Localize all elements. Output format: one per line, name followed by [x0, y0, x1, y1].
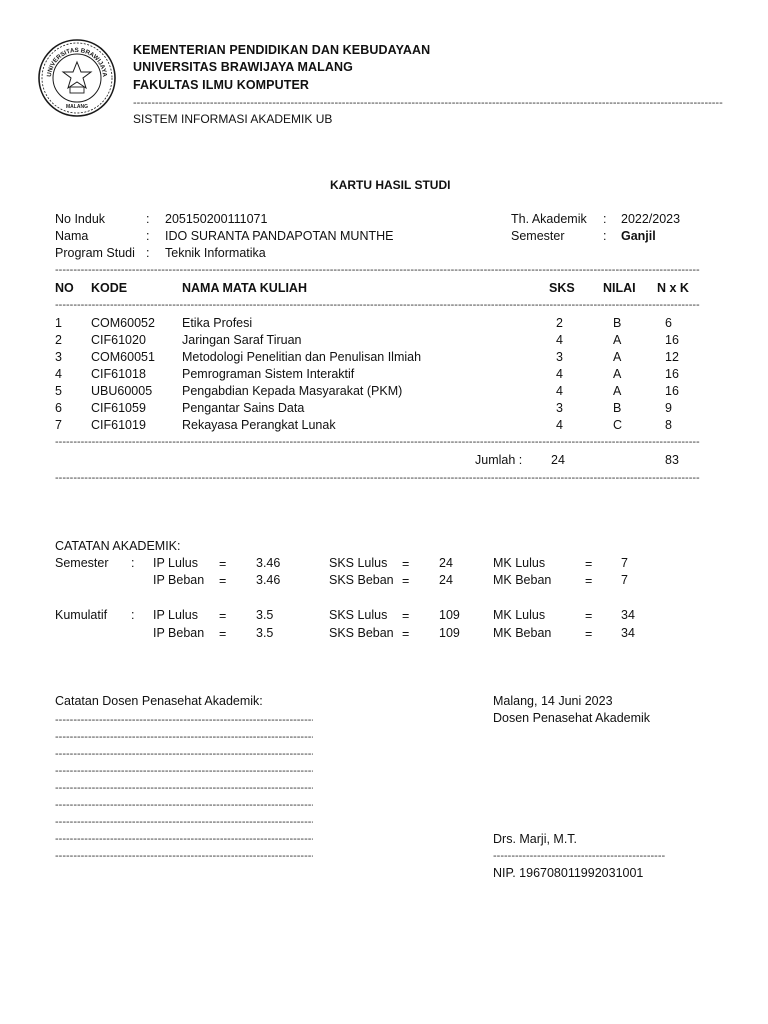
dosen-title: Dosen Penasehat Akademik [493, 711, 651, 725]
equals: = [219, 574, 227, 588]
row-sks: 4 [556, 418, 563, 432]
row-nama: Pengantar Sains Data [182, 401, 305, 415]
colon: : [146, 229, 150, 243]
equals: = [585, 627, 593, 641]
equals: = [402, 574, 410, 588]
row-sks: 3 [556, 401, 563, 415]
row-kode: UBU60005 [91, 384, 153, 398]
colon: : [146, 246, 150, 260]
university-seal-logo [37, 38, 117, 118]
no-induk-value: 205150200111071 [165, 212, 268, 226]
university-name: UNIVERSITAS BRAWIJAYA MALANG [133, 60, 353, 74]
logo-bottom-text: MALANG [66, 104, 88, 110]
row-no: 1 [55, 316, 62, 330]
note-line [55, 731, 313, 743]
note-line [55, 748, 313, 760]
row-nama: Metodologi Penelitian dan Penulisan Ilmiah [182, 350, 422, 364]
row-sks: 4 [556, 333, 563, 347]
colon: : [131, 608, 135, 622]
equals: = [585, 609, 593, 623]
faculty-name: FAKULTAS ILMU KOMPUTER [133, 78, 310, 92]
colon: : [146, 212, 150, 226]
mk-lulus-label: MK Lulus [493, 608, 546, 622]
sem-mk-lulus: 7 [621, 556, 628, 570]
equals: = [402, 609, 410, 623]
prodi-value: Teknik Informatika [165, 246, 266, 260]
row-nilai: B [613, 316, 622, 330]
note-line [55, 714, 313, 726]
kum-ip-beban: 3.5 [256, 626, 274, 640]
row-nama: Pengabdian Kepada Masyarakat (PKM) [182, 384, 403, 398]
note-line [55, 799, 313, 811]
row-kode: COM60052 [91, 316, 155, 330]
semester-block-label: Semester [55, 556, 109, 570]
row-nilai: A [613, 384, 622, 398]
th-akademik-value: 2022/2023 [621, 212, 681, 226]
system-name: SISTEM INFORMASI AKADEMIK UB [133, 112, 333, 126]
mk-beban-label: MK Beban [493, 573, 552, 587]
col-nama-header: NAMA MATA KULIAH [182, 281, 307, 295]
semester-value: Ganjil [621, 229, 656, 243]
row-nxk: 6 [665, 316, 672, 330]
row-no: 6 [55, 401, 62, 415]
row-no: 4 [55, 367, 62, 381]
row-kode: CIF61018 [91, 367, 146, 381]
equals: = [219, 627, 227, 641]
row-no: 2 [55, 333, 62, 347]
sem-sks-beban: 24 [439, 573, 453, 587]
sks-beban-label: SKS Beban [329, 573, 394, 587]
note-line [55, 765, 313, 777]
row-nxk: 8 [665, 418, 672, 432]
note-line [55, 782, 313, 794]
place-date: Malang, 14 Juni 2023 [493, 694, 613, 708]
row-nxk: 12 [665, 350, 679, 364]
table-header-divider [55, 299, 700, 311]
kumulatif-block-label: Kumulatif [55, 608, 108, 622]
row-kode: CIF61059 [91, 401, 146, 415]
colon: : [603, 212, 607, 226]
row-nama: Rekayasa Perangkat Lunak [182, 418, 336, 432]
dosen-note-label: Catatan Dosen Penasehat Akademik: [55, 694, 263, 708]
sks-beban-label: SKS Beban [329, 626, 394, 640]
sem-ip-beban: 3.46 [256, 573, 281, 587]
note-line [55, 850, 313, 862]
row-kode: COM60051 [91, 350, 155, 364]
row-sks: 4 [556, 367, 563, 381]
ministry-name: KEMENTERIAN PENDIDIKAN DAN KEBUDAYAAN [133, 43, 431, 57]
kum-sks-lulus: 109 [439, 608, 460, 622]
table-bottom-divider [55, 436, 700, 448]
note-line [55, 833, 313, 845]
row-nilai: A [613, 350, 622, 364]
row-nilai: C [613, 418, 623, 432]
row-nxk: 16 [665, 384, 679, 398]
sem-mk-beban: 7 [621, 573, 628, 587]
th-akademik-label: Th. Akademik [511, 212, 587, 226]
equals: = [219, 557, 227, 571]
ip-beban-label: IP Beban [153, 573, 205, 587]
row-nxk: 16 [665, 333, 679, 347]
header-divider [133, 97, 723, 109]
row-no: 3 [55, 350, 62, 364]
logo-arc-text: UNIVERSITAS BRAWIJAYA [45, 46, 109, 78]
kum-sks-beban: 109 [439, 626, 460, 640]
catatan-title: CATATAN AKADEMIK: [55, 539, 181, 553]
row-kode: CIF61019 [91, 418, 146, 432]
row-nxk: 16 [665, 367, 679, 381]
nama-value: IDO SURANTA PANDAPOTAN MUNTHE [165, 229, 394, 243]
row-nilai: A [613, 367, 622, 381]
row-nilai: A [613, 333, 622, 347]
kum-mk-beban: 34 [621, 626, 635, 640]
row-nama: Pemrograman Sistem Interaktif [182, 367, 355, 381]
row-sks: 3 [556, 350, 563, 364]
equals: = [585, 557, 593, 571]
row-kode: CIF61020 [91, 333, 146, 347]
sks-lulus-label: SKS Lulus [329, 556, 388, 570]
row-nxk: 9 [665, 401, 672, 415]
row-nama: Jaringan Saraf Tiruan [182, 333, 302, 347]
equals: = [402, 627, 410, 641]
mk-beban-label: MK Beban [493, 626, 552, 640]
colon: : [131, 556, 135, 570]
jumlah-label: Jumlah : [475, 453, 523, 467]
col-no-header: NO [55, 281, 74, 295]
dosen-name: Drs. Marji, M.T. [493, 832, 578, 846]
row-nilai: B [613, 401, 622, 415]
ip-lulus-label: IP Lulus [153, 556, 198, 570]
nama-label: Nama [55, 229, 89, 243]
table-top-divider [55, 264, 700, 276]
ip-beban-label: IP Beban [153, 626, 205, 640]
kum-ip-lulus: 3.5 [256, 608, 274, 622]
row-no: 5 [55, 384, 62, 398]
jumlah-divider [55, 472, 700, 484]
equals: = [585, 574, 593, 588]
row-no: 7 [55, 418, 62, 432]
equals: = [219, 609, 227, 623]
sem-sks-lulus: 24 [439, 556, 453, 570]
col-nilai-header: NILAI [603, 281, 636, 295]
mk-lulus-label: MK Lulus [493, 556, 546, 570]
no-induk-label: No Induk [55, 212, 106, 226]
row-sks: 4 [556, 384, 563, 398]
signature-line [493, 850, 665, 862]
sem-ip-lulus: 3.46 [256, 556, 281, 570]
jumlah-sks: 24 [551, 453, 565, 467]
dosen-nip: NIP. 196708011992031001 [493, 866, 644, 880]
kum-mk-lulus: 34 [621, 608, 635, 622]
equals: = [402, 557, 410, 571]
page-title: KARTU HASIL STUDI [330, 178, 451, 192]
colon: : [603, 229, 607, 243]
jumlah-nxk: 83 [665, 453, 679, 467]
prodi-label: Program Studi [55, 246, 135, 260]
note-line [55, 816, 313, 828]
row-nama: Etika Profesi [182, 316, 253, 330]
col-kode-header: KODE [91, 281, 128, 295]
semester-label: Semester [511, 229, 565, 243]
row-sks: 2 [556, 316, 563, 330]
sks-lulus-label: SKS Lulus [329, 608, 388, 622]
col-nxk-header: N x K [657, 281, 689, 295]
col-sks-header: SKS [549, 281, 575, 295]
ip-lulus-label: IP Lulus [153, 608, 198, 622]
